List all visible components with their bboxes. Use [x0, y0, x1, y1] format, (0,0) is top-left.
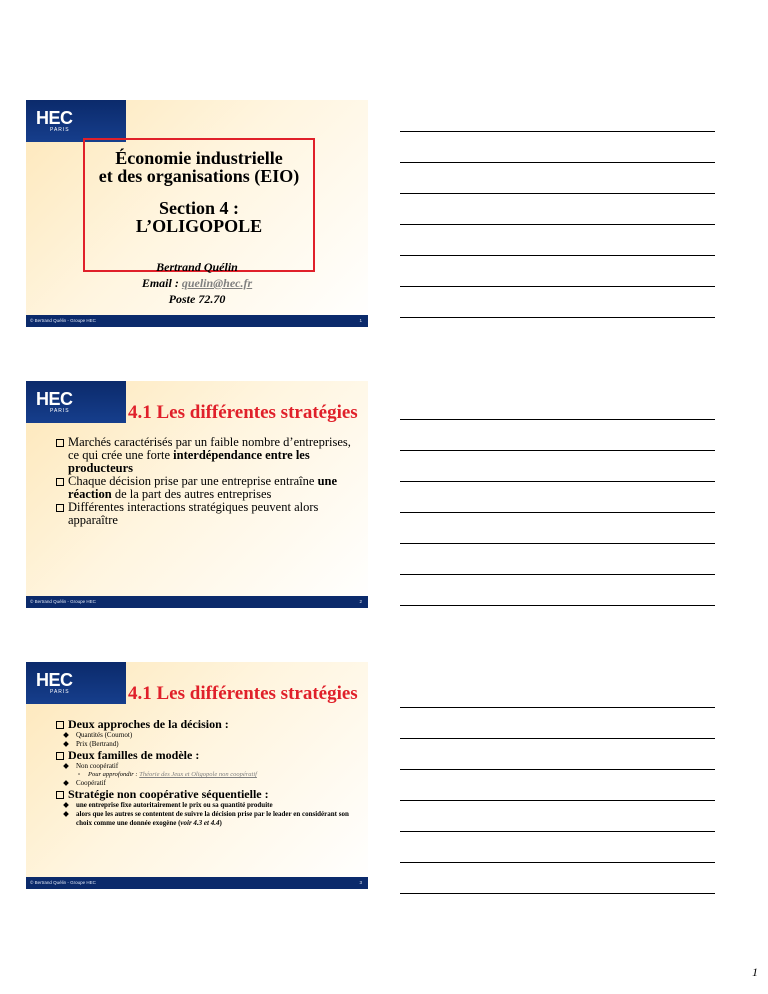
sub-bullet: Prix (Bertrand) [56, 740, 364, 749]
sub-bullet: alors que les autres se contentent de suivre la décision prise par le leader en considérant son choix comme une donnée exogène (voir 4.3 et 4.4) [56, 810, 364, 828]
author-poste: Poste 72.70 [168, 292, 226, 306]
bullet-heading: Deux approches de la décision : [56, 718, 364, 731]
note-line [400, 419, 715, 420]
bullet-item: Marchés caractérisés par un faible nombre d’entreprises, ce qui crée une forte interdépendance entre les producteurs [56, 436, 362, 475]
slide-title: 4.1 Les différentes stratégies [128, 402, 358, 423]
note-line [400, 286, 715, 287]
hec-logo: HEC PARIS [36, 108, 73, 133]
checkbox-bullet-icon [56, 504, 64, 512]
bullet-list [56, 436, 362, 527]
note-line [400, 255, 715, 256]
checkbox-bullet-icon [56, 752, 64, 760]
note-line [400, 512, 715, 513]
small-box-bullet-icon: ▫ [78, 772, 81, 778]
sub-bullet: une entreprise fixe autoritairement le prix ou sa quantité produite [56, 801, 364, 810]
slide-footer: © Bertrand Quélin - Groupe HEC 1 [26, 315, 368, 327]
note-line [400, 317, 715, 318]
diamond-bullet-icon [63, 802, 69, 808]
section-line-1: Section 4 : [159, 198, 239, 218]
slide-1 [26, 100, 368, 327]
note-line [400, 574, 715, 575]
note-line [400, 162, 715, 163]
bullet-list [56, 718, 364, 828]
sub-bullet: Coopératif [56, 779, 364, 788]
slide-3 [26, 662, 368, 889]
slide-number: 1 [359, 318, 362, 323]
slide-number: 2 [359, 599, 362, 604]
note-line [400, 193, 715, 194]
hec-logo: HEC PARIS [36, 389, 73, 414]
note-line [400, 800, 715, 801]
diamond-bullet-icon [63, 732, 69, 738]
note-line [400, 224, 715, 225]
author-email: Email : quelin@hec.fr [141, 276, 253, 290]
note-line [400, 450, 715, 451]
sub-sub-bullet: ▫ Pour approfondir : Théorie des Jeux et Oligopole non coopératif [78, 771, 257, 778]
checkbox-bullet-icon [56, 478, 64, 486]
note-line [400, 831, 715, 832]
note-line [400, 769, 715, 770]
diamond-bullet-icon [63, 741, 69, 747]
email-link[interactable]: quelin@hec.fr [181, 276, 253, 290]
note-line [400, 131, 715, 132]
diamond-bullet-icon [63, 763, 69, 769]
bullet-heading: Stratégie non coopérative séquentielle : [56, 788, 364, 801]
checkbox-bullet-icon [56, 721, 64, 729]
slide-title: 4.1 Les différentes stratégies [128, 683, 358, 704]
slide-footer: © Bertrand Quélin - Groupe HEC 3 [26, 877, 368, 889]
checkbox-bullet-icon [56, 791, 64, 799]
page-number: 1 [752, 965, 758, 979]
sub-bullet: Non coopératif [56, 762, 364, 771]
title-box [83, 138, 315, 272]
hec-logo: HEC PARIS [36, 670, 73, 695]
note-line [400, 605, 715, 606]
note-line [400, 893, 715, 894]
title-line-2: et des organisations (EIO) [98, 166, 300, 186]
note-line [400, 543, 715, 544]
deepen-link[interactable]: Théorie des Jeux et Oligopole non coopératif [139, 771, 257, 778]
title-line-1: Économie industrielle [115, 148, 283, 168]
slide-2 [26, 381, 368, 608]
slide-number: 3 [359, 880, 362, 885]
note-line [400, 707, 715, 708]
sub-bullet: Quantités (Cournot) [56, 731, 364, 740]
author-name: Bertrand Quélin [156, 260, 238, 274]
note-line [400, 738, 715, 739]
slide-footer: © Bertrand Quélin - Groupe HEC 2 [26, 596, 368, 608]
note-line [400, 481, 715, 482]
section-line-2: L’OLIGOPOLE [135, 216, 263, 236]
slide-header-bar [26, 100, 126, 142]
bullet-item: Chaque décision prise par une entreprise entraîne une réaction de la part des autres entreprises [56, 475, 362, 501]
slide-header-bar [26, 381, 126, 423]
bullet-heading: Deux familles de modèle : [56, 749, 364, 762]
note-line [400, 862, 715, 863]
diamond-bullet-icon [63, 811, 69, 817]
checkbox-bullet-icon [56, 439, 64, 447]
bullet-item: Différentes interactions stratégiques peuvent alors apparaître [56, 501, 362, 527]
diamond-bullet-icon [63, 780, 69, 786]
slide-header-bar [26, 662, 126, 704]
